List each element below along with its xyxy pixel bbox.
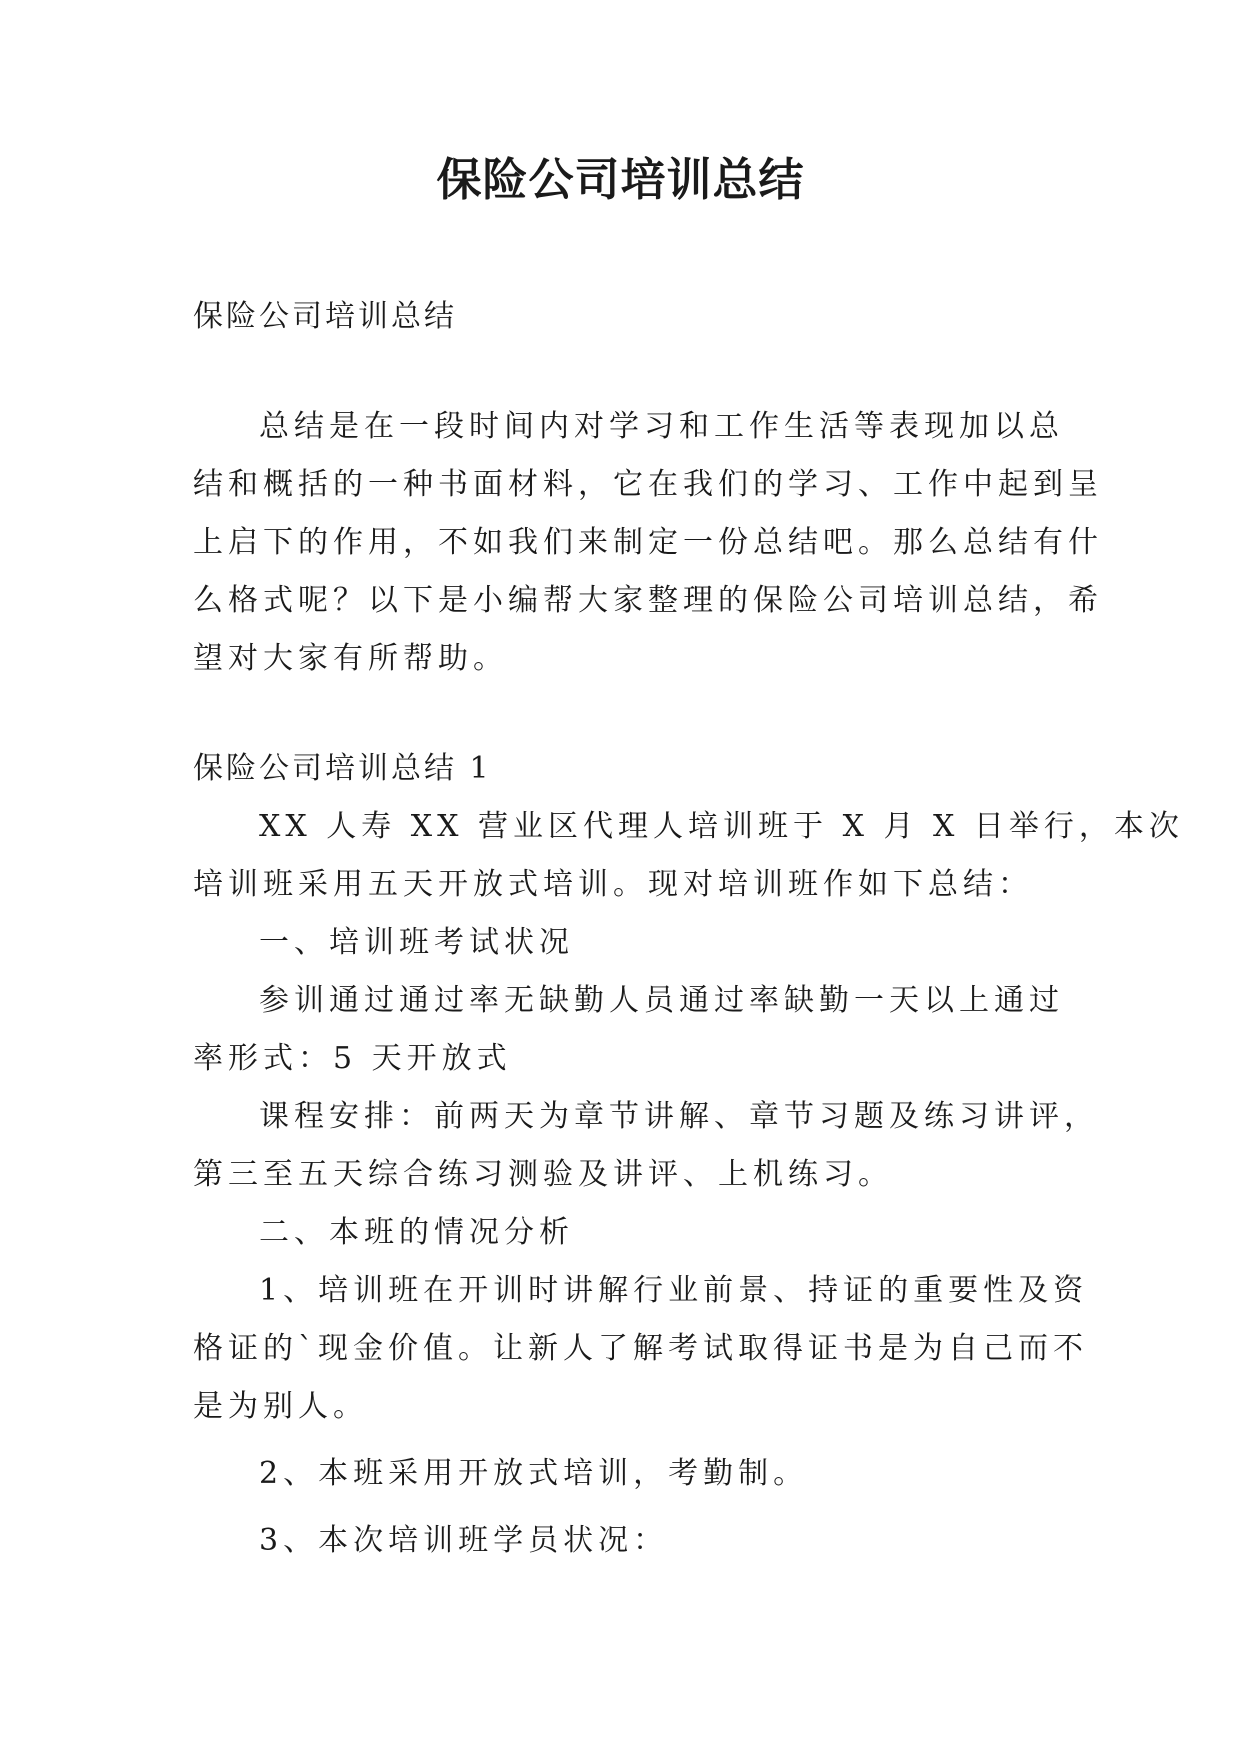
body-line: 2、本班采用开放式培训，考勤制。 — [259, 1456, 809, 1491]
document-body — [193, 288, 1184, 1570]
body-line: 3、本次培训班学员状况： — [259, 1523, 669, 1558]
intro-line: 望对大家有所帮助。 — [193, 641, 508, 676]
body-line: 第三至五天综合练习测验及讲评、上机练习。 — [193, 1157, 893, 1192]
subtitle: 保险公司培训总结 — [193, 299, 457, 334]
body-line: 培训班采用五天开放式培训。现对培训班作如下总结： — [193, 867, 1033, 902]
body-line: 率形式：5 天开放式 — [193, 1041, 512, 1076]
section-body — [193, 798, 1184, 1570]
intro-line: 上启下的作用，不如我们来制定一份总结吧。那么总结有什 — [193, 525, 1103, 560]
body-line: 参训通过通过率无缺勤人员通过率缺勤一天以上通过 — [259, 983, 1064, 1018]
intro-line: 总结是在一段时间内对学习和工作生活等表现加以总 — [259, 409, 1064, 444]
body-line: 格证的`现金价值。让新人了解考试取得证书是为自己而不 — [193, 1331, 1088, 1366]
intro-line: 结和概括的一种书面材料，它在我们的学习、工作中起到呈 — [193, 467, 1103, 502]
body-line: 二、本班的情况分析 — [259, 1215, 574, 1250]
intro-line: 么格式呢？以下是小编帮大家整理的保险公司培训总结，希 — [193, 583, 1103, 618]
body-line: 一、培训班考试状况 — [259, 925, 574, 960]
body-line: 是为别人。 — [193, 1389, 368, 1424]
intro-paragraph — [193, 398, 1103, 688]
body-line: 课程安排：前两天为章节讲解、章节习题及练习讲评， — [259, 1099, 1099, 1134]
section-heading: 保险公司培训总结 1 — [193, 751, 492, 786]
body-line: 1、培训班在开训时讲解行业前景、持证的重要性及资 — [259, 1273, 1089, 1308]
document-title: 保险公司培训总结 — [436, 153, 805, 206]
body-line: XX 人寿 XX 营业区代理人培训班于 X 月 X 日举行，本次 — [259, 809, 1184, 844]
